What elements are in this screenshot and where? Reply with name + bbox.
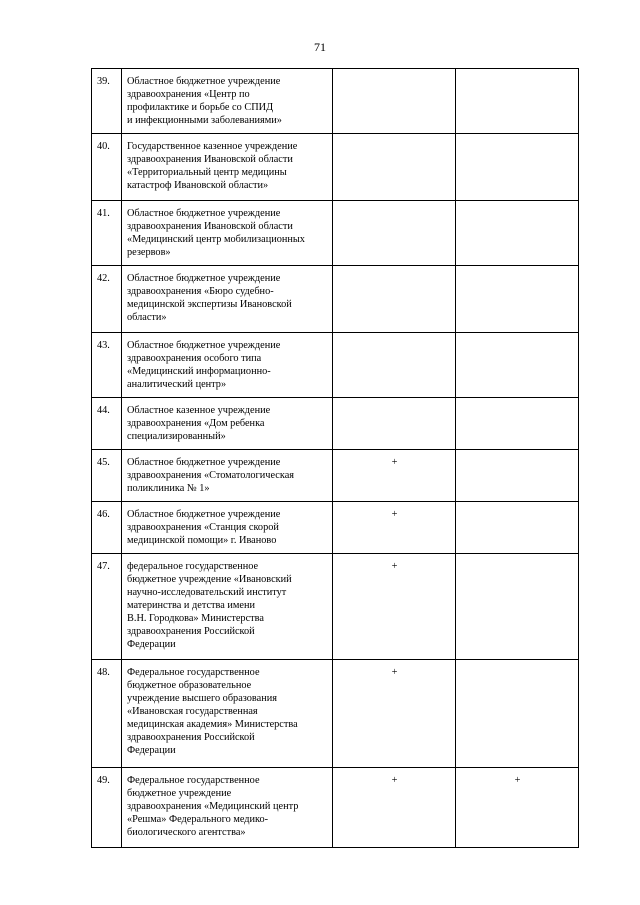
institution-name-line: Федеральное государственное: [127, 775, 260, 786]
institution-name-line: здравоохранения «Станция скорой: [127, 522, 279, 533]
institution-name-line: здравоохранения «Центр по: [127, 89, 250, 100]
mark-cell-column-4: [456, 134, 579, 201]
institution-name-line: медицинская академия» Министерства: [127, 719, 298, 730]
row-number: 48.: [92, 660, 122, 768]
mark-cell-column-3: +: [333, 554, 456, 660]
institution-name-line: Федерации: [127, 639, 176, 650]
institution-name-line: здравоохранения Ивановской области: [127, 221, 293, 232]
institution-name-line: катастроф Ивановской области»: [127, 180, 269, 191]
institution-name-line: бюджетное образовательное: [127, 680, 252, 691]
institution-name-line: здравоохранения Российской: [127, 732, 255, 743]
mark-cell-column-4: [456, 333, 579, 398]
institution-name-line: здравоохранения «Дом ребенка: [127, 418, 265, 429]
table-body: [92, 69, 579, 848]
table-row: [92, 333, 579, 398]
row-number: 40.: [92, 134, 122, 201]
institution-name-line: Областное бюджетное учреждение: [127, 273, 281, 284]
institution-name-line: Областное бюджетное учреждение: [127, 340, 281, 351]
institution-name-line: поликлиника № 1»: [127, 483, 210, 494]
mark-cell-column-4: [456, 450, 579, 502]
institution-name: [122, 69, 333, 134]
mark-cell-column-4: [456, 398, 579, 450]
table-row: [92, 398, 579, 450]
institution-name-line: «Медицинский информационно-: [127, 366, 271, 377]
mark-cell-column-3: [333, 134, 456, 201]
institution-name-line: учреждение высшего образования: [127, 693, 277, 704]
row-number: 49.: [92, 768, 122, 848]
institution-name-line: бюджетное учреждение: [127, 788, 232, 799]
mark-cell-column-3: [333, 333, 456, 398]
institution-name-line: Федерации: [127, 745, 176, 756]
institution-name-line: специализированный»: [127, 431, 226, 442]
row-number: 43.: [92, 333, 122, 398]
institution-name-line: здравоохранения особого типа: [127, 353, 262, 364]
mark-cell-column-3: +: [333, 660, 456, 768]
mark-cell-column-4: +: [456, 768, 579, 848]
institution-name-line: здравоохранения Ивановской области: [127, 154, 293, 165]
institution-name-line: В.Н. Городкова» Министерства: [127, 613, 264, 624]
institution-name: [122, 398, 333, 450]
institution-name-line: «Ивановская государственная: [127, 706, 258, 717]
row-number: 46.: [92, 502, 122, 554]
mark-cell-column-3: +: [333, 450, 456, 502]
mark-cell-column-4: [456, 554, 579, 660]
institution-name: [122, 201, 333, 266]
institution-name-line: здравоохранения «Стоматологическая: [127, 470, 295, 481]
mark-cell-column-3: +: [333, 768, 456, 848]
institution-name-line: и инфекционными заболеваниями»: [127, 115, 282, 126]
row-number: 42.: [92, 266, 122, 333]
institution-name: [122, 502, 333, 554]
table-row: [92, 134, 579, 201]
mark-cell-column-3: [333, 266, 456, 333]
table-row: [92, 660, 579, 768]
mark-cell-column-3: [333, 69, 456, 134]
institution-name-line: медицинской экспертизы Ивановской: [127, 299, 292, 310]
table-row: [92, 201, 579, 266]
institution-name-line: биологического агентства»: [127, 827, 246, 838]
mark-cell-column-4: [456, 69, 579, 134]
institution-name: [122, 333, 333, 398]
row-number: 45.: [92, 450, 122, 502]
institution-name-line: области»: [127, 312, 167, 323]
institution-name: [122, 554, 333, 660]
institution-name-line: резервов»: [127, 247, 171, 258]
institution-name: [122, 450, 333, 502]
institution-name-line: Областное бюджетное учреждение: [127, 208, 281, 219]
institution-name-line: аналитический центр»: [127, 379, 227, 390]
table-row: [92, 502, 579, 554]
institution-name-line: «Решма» Федерального медико-: [127, 814, 269, 825]
institution-name: [122, 660, 333, 768]
institution-name-line: Областное бюджетное учреждение: [127, 457, 281, 468]
institution-name-line: здравоохранения Российской: [127, 626, 255, 637]
table-row: [92, 266, 579, 333]
institution-name-line: бюджетное учреждение «Ивановский: [127, 574, 292, 585]
mark-cell-column-4: [456, 266, 579, 333]
institution-name-line: научно-исследовательский институт: [127, 587, 287, 598]
institution-name-line: Государственное казенное учреждение: [127, 141, 298, 152]
row-number: 47.: [92, 554, 122, 660]
institution-name-line: медицинской помощи» г. Иваново: [127, 535, 277, 546]
institution-name-line: Областное казенное учреждение: [127, 405, 271, 416]
row-number: 44.: [92, 398, 122, 450]
mark-cell-column-3: [333, 201, 456, 266]
institution-name-line: материнства и детства имени: [127, 600, 256, 611]
institution-name-line: «Территориальный центр медицины: [127, 167, 287, 178]
mark-cell-column-4: [456, 502, 579, 554]
page-number: 71: [314, 40, 326, 54]
institution-name: [122, 266, 333, 333]
row-number: 39.: [92, 69, 122, 134]
institution-name-line: здравоохранения «Бюро судебно-: [127, 286, 274, 297]
institution-name-line: федеральное государственное: [127, 561, 259, 572]
institution-name: [122, 768, 333, 848]
mark-cell-column-4: [456, 201, 579, 266]
institution-name-line: «Медицинский центр мобилизационных: [127, 234, 305, 245]
institution-name-line: Областное бюджетное учреждение: [127, 76, 281, 87]
table-row: [92, 554, 579, 660]
table-row: [92, 450, 579, 502]
institution-name-line: Федеральное государственное: [127, 667, 260, 678]
table-row: [92, 768, 579, 848]
mark-cell-column-4: [456, 660, 579, 768]
institution-name-line: здравоохранения «Медицинский центр: [127, 801, 299, 812]
institution-name-line: профилактике и борьбе со СПИД: [127, 102, 274, 113]
row-number: 41.: [92, 201, 122, 266]
institutions-table: [91, 68, 579, 848]
table-row: [92, 69, 579, 134]
institution-name: [122, 134, 333, 201]
mark-cell-column-3: [333, 398, 456, 450]
institution-name-line: Областное бюджетное учреждение: [127, 509, 281, 520]
mark-cell-column-3: +: [333, 502, 456, 554]
